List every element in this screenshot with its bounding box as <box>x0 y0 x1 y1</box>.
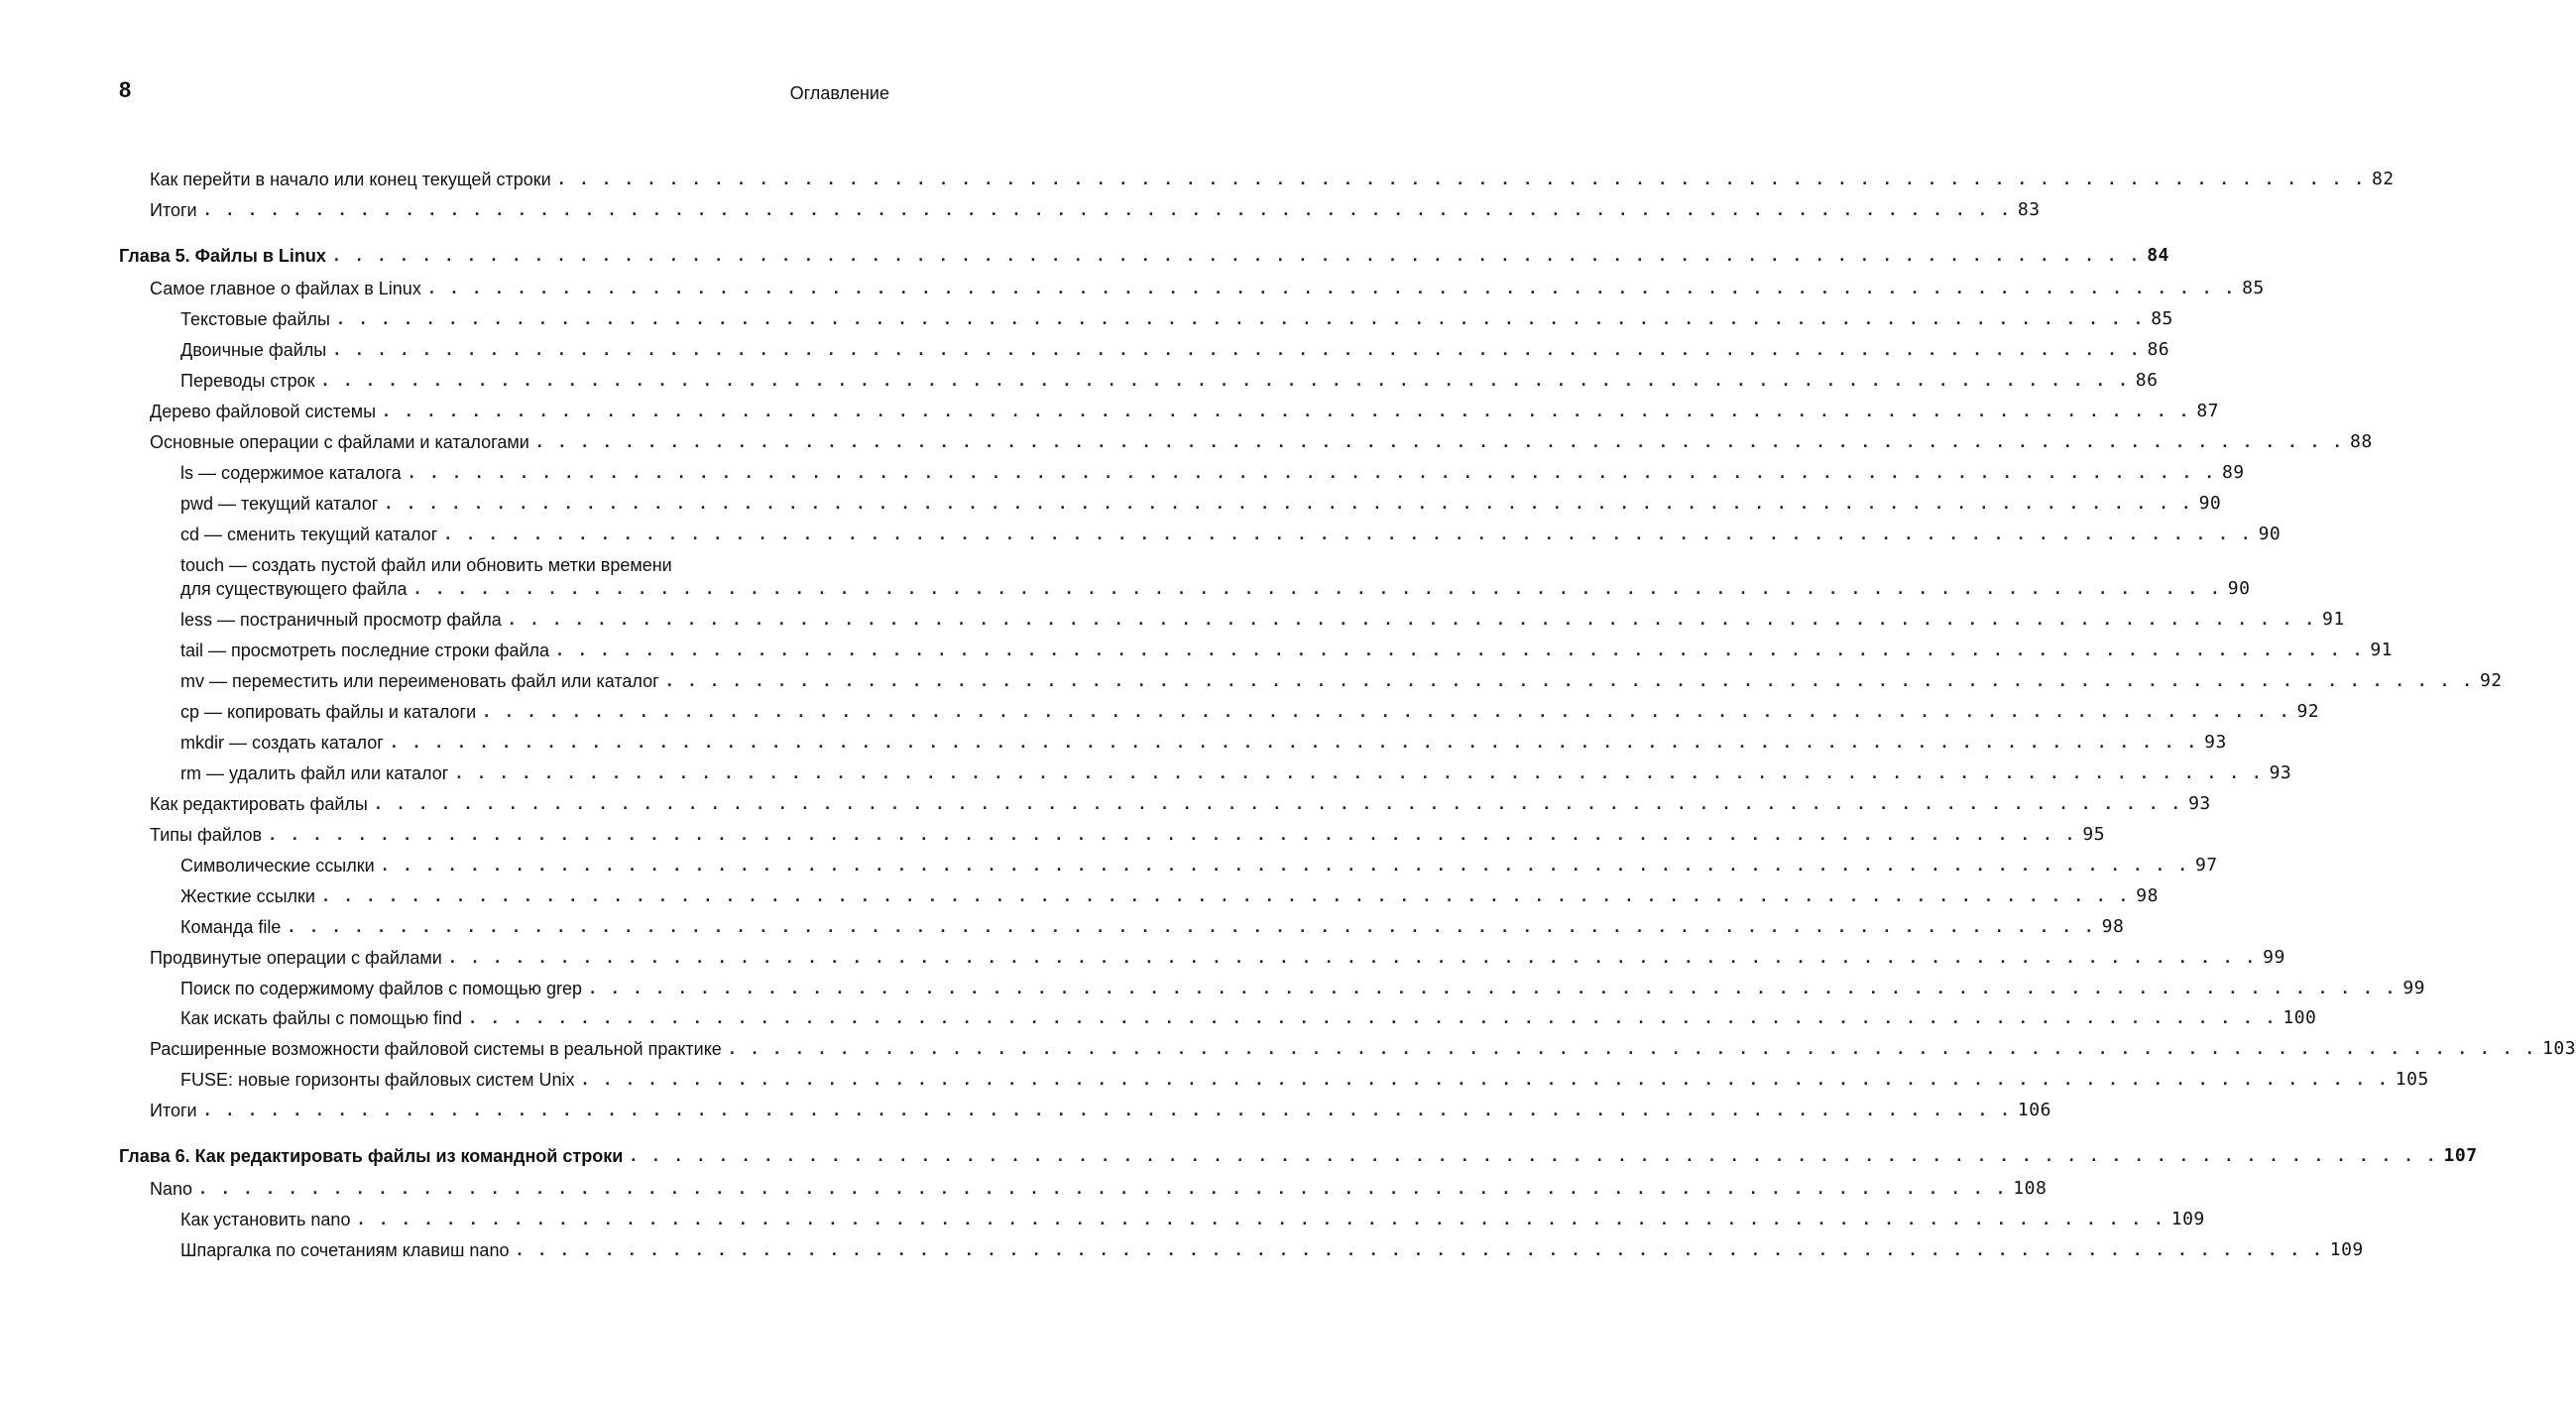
toc-entry-title: Основные операции с файлами и каталогами <box>150 432 529 452</box>
toc-entry-page: 109 <box>2329 1239 2364 1260</box>
toc-entry-title: Как установить nano <box>180 1210 351 1229</box>
toc-entry-title: Nano <box>150 1179 193 1199</box>
toc-entry-page: 97 <box>2194 855 2218 876</box>
toc-entry[interactable] <box>180 609 2345 631</box>
toc-entry-title: mkdir — создать каталог <box>180 733 384 753</box>
dot-leader: . . . . . . . . . . . . . . . . . . . . . . . . . . . . . . . . . . . . . . . . . . . . . . . . . . . . . . . . . . . . . . . . . . . . . . . . . . . . . . . . . <box>202 1102 2012 1119</box>
toc-entry-page: 99 <box>2263 947 2285 968</box>
toc-entry-page: 92 <box>2479 670 2503 691</box>
dot-leader: . . . . . . . . . . . . . . . . . . . . . . . . . . . . . . . . . . . . . . . . . . . . . . . . . . . . . . . . . . . . . . . . . . . . . . . . . . . . . . . . . <box>287 918 2096 936</box>
toc-entry[interactable] <box>180 578 2251 600</box>
dot-leader: . . . . . . . . . . . . . . . . . . . . . . . . . . . . . . . . . . . . . . . . . . . . . . . . . . . . . . . . . . . . . . . . . . . . . . . . . . . . . . . . . <box>664 672 2474 690</box>
toc-entry[interactable] <box>180 339 2170 361</box>
toc-entry-page: 85 <box>2242 278 2265 298</box>
dot-leader: . . . . . . . . . . . . . . . . . . . . . . . . . . . . . . . . . . . . . . . . . . . . . . . . . . . . . . . . . . . . . . . . . . . . . . . . . . . . . . . . . <box>507 611 2317 629</box>
toc-entry[interactable] <box>150 401 2219 422</box>
toc-entry[interactable] <box>150 1100 2051 1121</box>
toc-entry-title: Поиск по содержимому файлов с помощью grep <box>180 979 583 998</box>
dot-leader: . . . . . . . . . . . . . . . . . . . . . . . . . . . . . . . . . . . . . . . . . . . . . . . . . . . . . . . . . . . . . . . . . . . . . . . . . . . . . . . . . <box>332 341 2142 359</box>
toc-entry-page: 107 <box>2443 1145 2478 1166</box>
toc-entry-page: 100 <box>2283 1007 2317 1028</box>
toc-entry-title: ls — содержимое каталога <box>180 463 402 483</box>
dot-leader: . . . . . . . . . . . . . . . . . . . . . . . . . . . . . . . . . . . . . . . . . . . . . . . . . . . . . . . . . . . . . . . . . . . . . . . . . . . . . . . . . <box>515 1241 2324 1259</box>
dot-leader: . . . . . . . . . . . . . . . . . . . . . . . . . . . . . . . . . . . . . . . . . . . . . . . . . . . . . . . . . . . . . . . . . . . . . . . . . . . . . . . . . <box>198 1180 2008 1198</box>
toc-entry-page: 91 <box>2322 609 2345 630</box>
toc-entry[interactable] <box>150 793 2211 815</box>
toc-entry-title: Глава 6. Как редактировать файлы из командной строки <box>119 1146 624 1166</box>
toc-entry[interactable] <box>180 1209 2205 1230</box>
dot-leader: . . . . . . . . . . . . . . . . . . . . . . . . . . . . . . . . . . . . . . . . . . . . . . . . . . . . . . . . . . . . . . . . . . . . . . . . . . . . . . . . . <box>629 1147 2438 1165</box>
toc-entry[interactable] <box>180 493 2222 515</box>
dot-leader: . . . . . . . . . . . . . . . . . . . . . . . . . . . . . . . . . . . . . . . . . . . . . . . . . . . . . . . . . . . . . . . . . . . . . . . . . . . . . . . . . <box>412 580 2222 598</box>
toc-entry-page: 93 <box>2204 732 2227 753</box>
toc-entry[interactable] <box>150 947 2285 969</box>
toc-entry-page: 84 <box>2147 245 2169 266</box>
toc-entry[interactable] <box>180 1069 2429 1091</box>
dot-leader: . . . . . . . . . . . . . . . . . . . . . . . . . . . . . . . . . . . . . . . . . . . . . . . . . . . . . . . . . . . . . . . . . . . . . . . . . . . . . . . . . <box>447 949 2258 967</box>
toc-entry[interactable] <box>150 824 2106 846</box>
toc-entry-title: Символические ссылки <box>180 856 375 876</box>
toc-entry[interactable] <box>150 278 2265 299</box>
toc-entry-page: 98 <box>2101 916 2125 937</box>
dot-leader: . . . . . . . . . . . . . . . . . . . . . . . . . . . . . . . . . . . . . . . . . . . . . . . . . . . . . . . . . . . . . . . . . . . . . . . . . . . . . . . . . <box>468 1009 2278 1027</box>
dot-leader: . . . . . . . . . . . . . . . . . . . . . . . . . . . . . . . . . . . . . . . . . . . . . . . . . . . . . . . . . . . . . . . . . . . . . . . . . . . . . . . . . <box>727 1040 2537 1058</box>
dot-leader: . . . . . . . . . . . . . . . . . . . . . . . . . . . . . . . . . . . . . . . . . . . . . . . . . . . . . . . . . . . . . . . . . . . . . . . . . . . . . . . . . <box>382 403 2191 420</box>
toc-entry-title: Команда file <box>180 917 282 937</box>
toc-entry[interactable] <box>180 1239 2364 1261</box>
toc-entry[interactable] <box>150 1178 2048 1200</box>
toc-entry-title: tail — просмотреть последние строки файла <box>180 641 550 660</box>
toc-entry-page: 106 <box>2017 1100 2051 1120</box>
toc-entry[interactable] <box>180 524 2282 545</box>
toc-entry-title: Как редактировать файлы <box>150 794 368 814</box>
toc-entry-page: 92 <box>2296 701 2320 722</box>
toc-entry-title: Как искать файлы с помощью find <box>180 1008 463 1028</box>
toc-entry-page: 88 <box>2350 431 2373 452</box>
toc-entry-page: 95 <box>2082 824 2106 845</box>
toc-entry-page: 86 <box>2135 370 2159 391</box>
toc-entry[interactable] <box>180 916 2125 938</box>
toc-entry-page: 108 <box>2013 1178 2048 1199</box>
dot-leader: . . . . . . . . . . . . . . . . . . . . . . . . . . . . . . . . . . . . . . . . . . . . . . . . . . . . . . . . . . . . . . . . . . . . . . . . . . . . . . . . . <box>407 464 2216 482</box>
toc-entry-title: Как перейти в начало или конец текущей строки <box>150 170 551 189</box>
toc-entry[interactable] <box>180 855 2218 876</box>
toc-entry-page: 85 <box>2151 308 2173 329</box>
toc-entry-page: 103 <box>2542 1038 2576 1059</box>
toc-entry-title: pwd — текущий каталог <box>180 494 379 514</box>
toc-entry-page: 90 <box>2227 578 2251 599</box>
toc-entry-page: 90 <box>2198 493 2222 514</box>
toc-entry-title: Дерево файловой системы <box>150 402 377 421</box>
toc-entry-title: Переводы строк <box>180 371 315 391</box>
page-number: 8 <box>119 77 132 102</box>
toc-entry[interactable] <box>180 640 2393 661</box>
dot-leader: . . . . . . . . . . . . . . . . . . . . . . . . . . . . . . . . . . . . . . . . . . . . . . . . . . . . . . . . . . . . . . . . . . . . . . . . . . . . . . . . . <box>268 826 2077 844</box>
toc-entry-page: 82 <box>2371 169 2395 189</box>
toc-entry-page: 109 <box>2170 1209 2205 1229</box>
toc-entry-page: 90 <box>2258 524 2282 544</box>
dot-leader: . . . . . . . . . . . . . . . . . . . . . . . . . . . . . . . . . . . . . . . . . . . . . . . . . . . . . . . . . . . . . . . . . . . . . . . . . . . . . . . . . <box>384 495 2193 513</box>
toc-entry-page: 89 <box>2221 462 2245 483</box>
dot-leader: . . . . . . . . . . . . . . . . . . . . . . . . . . . . . . . . . . . . . . . . . . . . . . . . . . . . . . . . . . . . . . . . . . . . . . . . . . . . . . . . . <box>373 795 2183 813</box>
toc-entry-page: 93 <box>2269 762 2292 783</box>
dot-leader: . . . . . . . . . . . . . . . . . . . . . . . . . . . . . . . . . . . . . . . . . . . . . . . . . . . . . . . . . . . . . . . . . . . . . . . . . . . . . . . . . <box>482 703 2291 721</box>
dot-leader: . . . . . . . . . . . . . . . . . . . . . . . . . . . . . . . . . . . . . . . . . . . . . . . . . . . . . . . . . . . . . . . . . . . . . . . . . . . . . . . . . <box>534 433 2345 451</box>
toc-entry-title: Глава 5. Файлы в Linux <box>119 246 326 266</box>
toc-entry-title: Двоичные файлы <box>180 340 327 360</box>
dot-leader: . . . . . . . . . . . . . . . . . . . . . . . . . . . . . . . . . . . . . . . . . . . . . . . . . . . . . . . . . . . . . . . . . . . . . . . . . . . . . . . . . <box>588 980 2398 997</box>
toc-entry-page: 98 <box>2136 885 2159 906</box>
toc-entry-title: cp — копировать файлы и каталоги <box>180 702 477 722</box>
toc-entry[interactable] <box>150 199 2041 221</box>
toc-entry-title: mv — переместить или переименовать файл или каталог <box>180 671 659 691</box>
dot-leader: . . . . . . . . . . . . . . . . . . . . . . . . . . . . . . . . . . . . . . . . . . . . . . . . . . . . . . . . . . . . . . . . . . . . . . . . . . . . . . . . . <box>389 734 2199 752</box>
toc-entry[interactable] <box>180 670 2503 692</box>
toc-entry-title: Самое главное о файлах в Linux <box>150 279 421 298</box>
toc-entry-title: Продвинутые операции с файлами <box>150 948 442 968</box>
toc-entry-title: less — постраничный просмотр файла <box>180 610 502 630</box>
dot-leader: . . . . . . . . . . . . . . . . . . . . . . . . . . . . . . . . . . . . . . . . . . . . . . . . . . . . . . . . . . . . . . . . . . . . . . . . . . . . . . . . . <box>320 887 2131 905</box>
toc-entry-title: Шпаргалка по сочетаниям клавиш nano <box>180 1240 510 1260</box>
dot-leader: . . . . . . . . . . . . . . . . . . . . . . . . . . . . . . . . . . . . . . . . . . . . . . . . . . . . . . . . . . . . . . . . . . . . . . . . . . . . . . . . . <box>556 171 2366 188</box>
toc-entry-title: Итоги <box>150 200 197 220</box>
dot-leader: . . . . . . . . . . . . . . . . . . . . . . . . . . . . . . . . . . . . . . . . . . . . . . . . . . . . . . . . . . . . . . . . . . . . . . . . . . . . . . . . . <box>580 1071 2390 1089</box>
toc-entry-page: 93 <box>2188 793 2211 814</box>
toc-entry-title: rm — удалить файл или каталог <box>180 763 449 783</box>
toc-entry-page: 86 <box>2147 339 2170 360</box>
toc-entry[interactable] <box>180 978 2426 999</box>
toc-entry[interactable] <box>150 169 2395 190</box>
dot-leader: . . . . . . . . . . . . . . . . . . . . . . . . . . . . . . . . . . . . . . . . . . . . . . . . . . . . . . . . . . . . . . . . . . . . . . . . . . . . . . . . . <box>426 280 2237 297</box>
toc-entry[interactable] <box>180 885 2159 907</box>
toc-entry[interactable] <box>180 308 2173 330</box>
toc-entry[interactable] <box>180 732 2227 754</box>
toc-entry[interactable] <box>180 701 2320 723</box>
dot-leader: . . . . . . . . . . . . . . . . . . . . . . . . . . . . . . . . . . . . . . . . . . . . . . . . . . . . . . . . . . . . . . . . . . . . . . . . . . . . . . . . . <box>454 764 2264 782</box>
toc-entry-title: Текстовые файлы <box>180 309 330 329</box>
toc-entry-page: 87 <box>2196 401 2219 421</box>
dot-leader: . . . . . . . . . . . . . . . . . . . . . . . . . . . . . . . . . . . . . . . . . . . . . . . . . . . . . . . . . . . . . . . . . . . . . . . . . . . . . . . . . <box>202 201 2012 219</box>
toc-entry[interactable] <box>150 1038 2576 1060</box>
toc-entry-title: для существующего файла <box>180 579 408 599</box>
dot-leader: . . . . . . . . . . . . . . . . . . . . . . . . . . . . . . . . . . . . . . . . . . . . . . . . . . . . . . . . . . . . . . . . . . . . . . . . . . . . . . . . . <box>335 310 2146 328</box>
toc-entry-title-line1: touch — создать пустой файл или обновить метки времени <box>180 555 672 575</box>
toc-entry[interactable] <box>150 431 2373 453</box>
toc-entry-title: FUSE: новые горизонты файловых систем Unix <box>180 1070 575 1090</box>
toc-entry-title: Итоги <box>150 1101 197 1120</box>
toc-chapter[interactable] <box>119 1145 2478 1167</box>
toc-entry-page: 83 <box>2017 199 2041 220</box>
toc-entry-title: Типы файлов <box>150 825 263 845</box>
toc-entry-title: Жесткие ссылки <box>180 886 315 906</box>
toc-entry[interactable] <box>180 762 2292 784</box>
dot-leader: . . . . . . . . . . . . . . . . . . . . . . . . . . . . . . . . . . . . . . . . . . . . . . . . . . . . . . . . . . . . . . . . . . . . . . . . . . . . . . . . . <box>331 247 2142 265</box>
toc-entry[interactable] <box>180 462 2245 484</box>
dot-leader: . . . . . . . . . . . . . . . . . . . . . . . . . . . . . . . . . . . . . . . . . . . . . . . . . . . . . . . . . . . . . . . . . . . . . . . . . . . . . . . . . <box>380 857 2189 875</box>
toc-entry-title: Расширенные возможности файловой системы в реальной практике <box>150 1039 722 1059</box>
toc-entry[interactable] <box>180 1007 2317 1029</box>
toc-entry-title: cd — сменить текущий каталог <box>180 525 438 544</box>
running-header: Оглавление <box>789 83 889 103</box>
dot-leader: . . . . . . . . . . . . . . . . . . . . . . . . . . . . . . . . . . . . . . . . . . . . . . . . . . . . . . . . . . . . . . . . . . . . . . . . . . . . . . . . . <box>356 1211 2166 1228</box>
toc-entry-page: 105 <box>2395 1069 2429 1090</box>
dot-leader: . . . . . . . . . . . . . . . . . . . . . . . . . . . . . . . . . . . . . . . . . . . . . . . . . . . . . . . . . . . . . . . . . . . . . . . . . . . . . . . . . <box>555 642 2365 659</box>
dot-leader: . . . . . . . . . . . . . . . . . . . . . . . . . . . . . . . . . . . . . . . . . . . . . . . . . . . . . . . . . . . . . . . . . . . . . . . . . . . . . . . . . <box>443 525 2253 543</box>
toc-chapter[interactable] <box>119 245 2169 267</box>
toc-entry-page: 91 <box>2370 640 2393 660</box>
toc-entry[interactable] <box>180 370 2159 392</box>
dot-leader: . . . . . . . . . . . . . . . . . . . . . . . . . . . . . . . . . . . . . . . . . . . . . . . . . . . . . . . . . . . . . . . . . . . . . . . . . . . . . . . . . <box>320 372 2130 390</box>
toc-entry-page: 99 <box>2402 978 2426 998</box>
